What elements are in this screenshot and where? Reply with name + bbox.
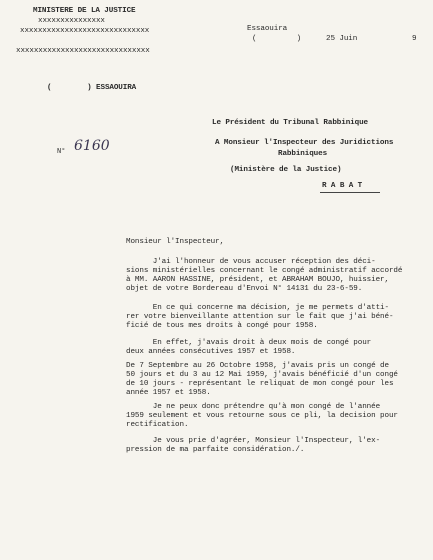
paragraph-4-line: de 10 jours - représentant le reliquat de mon congé pour les xyxy=(126,380,394,388)
paragraph-5 xyxy=(126,403,426,430)
recipient-line-1: A Monsieur l'Inspecteur des Juridictions xyxy=(215,139,394,147)
recipient-line-3: (Ministère de la Justice) xyxy=(230,166,342,174)
paragraph-3-line: En effet, j'avais droit à deux mois de congé pour xyxy=(126,339,372,347)
city: Essaouira xyxy=(247,25,288,33)
paragraph-6 xyxy=(126,437,426,455)
paragraph-4-line: De 7 Septembre au 26 Octobre 1958, j'avais pris un congé de xyxy=(126,362,389,370)
city-paren: ( ) xyxy=(252,35,302,43)
ref-number-handwritten: 6160 xyxy=(74,138,110,154)
separator-line-3: xxxxxxxxxxxxxxxxxxxxxxxxxxxxxx xyxy=(16,47,150,55)
salutation: Monsieur l'Inspecteur, xyxy=(126,238,225,246)
paragraph-1-line: à MM. AARON HASSINE, président, et ABRAHAM BOUJO, huissier, xyxy=(126,276,389,284)
sender: Le Président du Tribunal Rabbinique xyxy=(212,119,368,127)
paragraph-2 xyxy=(126,304,426,331)
paragraph-1-line: objet de votre Bordereau d'Envoi N° 14131 du 23-6-59. xyxy=(126,285,363,293)
paragraph-2-line: ficié de tous mes droits à congé pour 1958. xyxy=(126,322,318,330)
separator-line-2: xxxxxxxxxxxxxxxxxxxxxxxxxxxxx xyxy=(20,27,150,35)
paragraph-1-line: J'ai l'honneur de vous accuser réception des déci- xyxy=(126,258,376,266)
paragraph-5-line: Je ne peux donc prétendre qu'à mon congé de l'année xyxy=(126,403,381,411)
paragraph-2-line: En ce qui concerne ma décision, je me permets d'atti- xyxy=(126,304,389,312)
paragraph-1 xyxy=(126,258,426,294)
paragraph-1-line: sions ministérielles concernant le congé administratif accordé xyxy=(126,267,403,275)
date-year: 9 xyxy=(412,35,417,43)
paragraph-5-line: rectification. xyxy=(126,421,189,429)
paragraph-3-line: deux années consécutives 1957 et 1958. xyxy=(126,348,296,356)
separator-line-1: xxxxxxxxxxxxxxx xyxy=(38,17,105,25)
place-left: ( ) ESSAOUIRA xyxy=(47,84,137,92)
recipient-city-underline xyxy=(320,192,380,193)
paragraph-4-line: année 1957 et 1958. xyxy=(126,389,211,397)
paragraph-3 xyxy=(126,339,426,357)
ref-prefix: N° xyxy=(57,148,66,156)
paragraph-5-line: 1959 seulement et vous retourne sous ce pli, la decision pour xyxy=(126,412,398,420)
paragraph-6-line: pression de ma parfaite considération./. xyxy=(126,446,305,454)
recipient-city: R A B A T xyxy=(322,182,363,190)
recipient-line-2: Rabbiniques xyxy=(278,150,328,158)
date-day: 25 Juin xyxy=(326,35,358,43)
paragraph-6-line: Je vous prie d'agréer, Monsieur l'Inspecteur, l'ex- xyxy=(126,437,381,445)
paragraph-4-line: 50 jours et du 3 au 12 Mai 1959, j'avais bénéficié d'un congé xyxy=(126,371,398,379)
ministry-heading: MINISTERE DE LA JUSTICE xyxy=(33,7,136,15)
paragraph-2-line: rer votre bienveillante attention sur le fait que j'ai béné- xyxy=(126,313,394,321)
paragraph-4 xyxy=(126,362,426,398)
